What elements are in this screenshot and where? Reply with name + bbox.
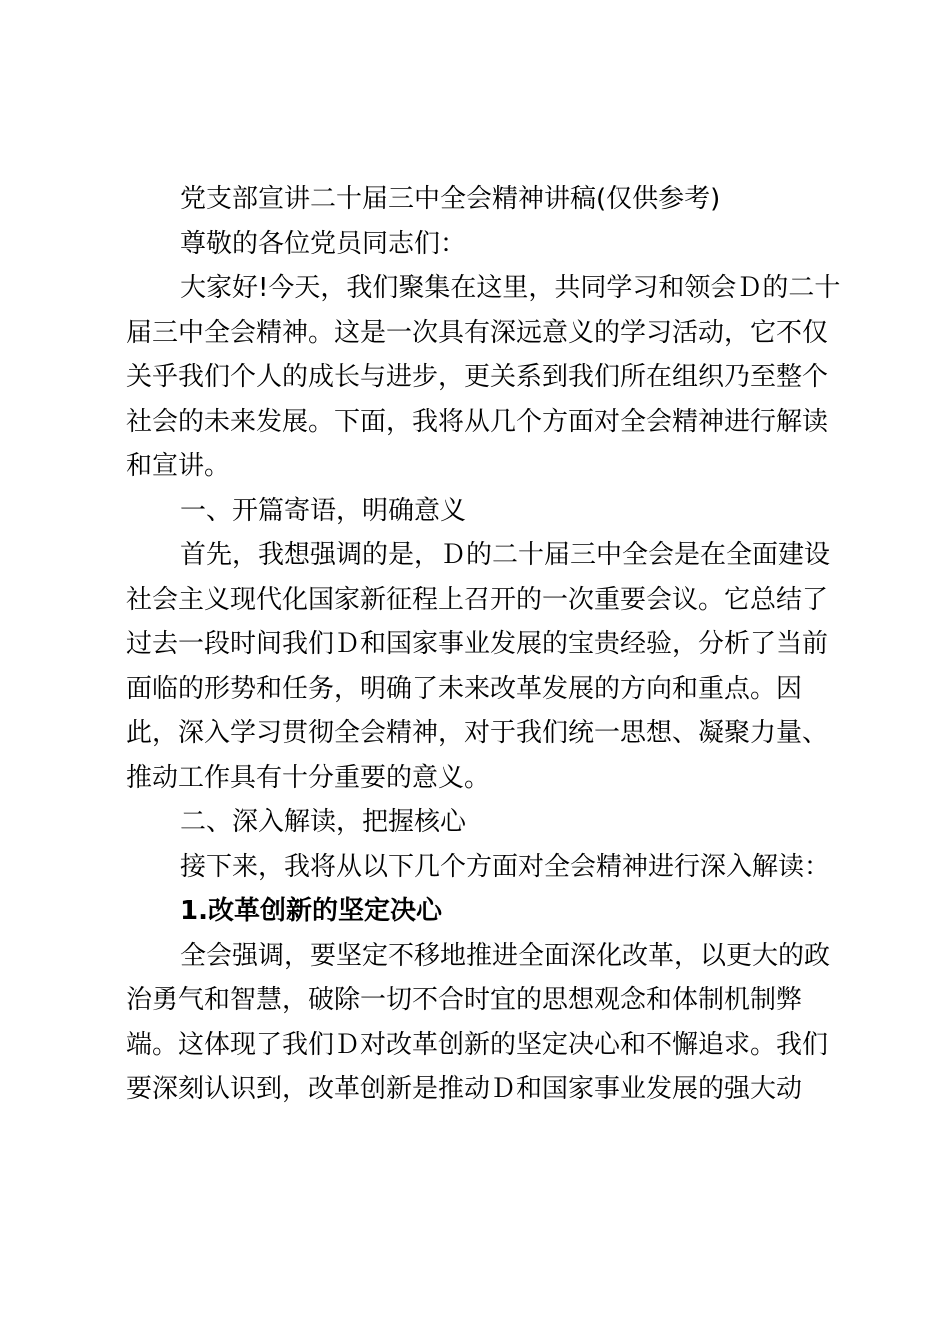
paragraph-line: 此，深入学习贯彻全会精神，对于我们统一思想、凝聚力量、 <box>126 718 829 748</box>
paragraph-line: 过去一段时间我们Ｄ和国家事业发展的宝贵经验，分析了当前 <box>126 629 829 659</box>
paragraph-opening <box>126 266 841 489</box>
paragraph-line: 首先，我想强调的是，Ｄ的二十届三中全会是在全面建设 <box>180 540 831 570</box>
paragraph-reform <box>126 934 831 1112</box>
paragraph-line: 全会强调，要坚定不移地推进全面深化改革，以更大的政 <box>180 940 831 971</box>
document-title: 党支部宣讲二十届三中全会精神讲稿(仅供参考) <box>180 184 721 214</box>
paragraph-line: 面临的形势和任务，明确了未来改革发展的方向和重点。因 <box>126 673 803 704</box>
paragraph-line: 和宣讲。 <box>126 451 231 481</box>
paragraph-line: 社会主义现代化国家新征程上召开的一次重要会议。它总结了 <box>126 584 829 615</box>
paragraph-line: 关乎我们个人的成长与进步，更关系到我们所在组织乃至整个 <box>126 362 829 392</box>
paragraph-line: 要深刻认识到，改革创新是推动Ｄ和国家事业发展的强大动 <box>126 1074 803 1104</box>
document-body <box>126 177 841 1112</box>
paragraph-line: 推动工作具有十分重要的意义。 <box>126 762 491 793</box>
salutation: 尊敬的各位党员同志们： <box>180 228 467 259</box>
paragraph-significance <box>126 533 831 800</box>
subheading-reform: 1.改革创新的坚定决心 <box>180 896 442 926</box>
paragraph-line: 治勇气和智慧，破除一切不合时宜的思想观念和体制机制弊 <box>126 985 803 1015</box>
paragraph-line: 社会的未来发展。下面，我将从几个方面对全会精神进行解读 <box>126 406 829 437</box>
paragraph-intro: 接下来，我将从以下几个方面对全会精神进行深入解读： <box>180 851 831 882</box>
paragraph-line: 大家好!今天，我们聚集在这里，共同学习和领会Ｄ的二十 <box>180 273 841 303</box>
section-heading-2: 二、深入解读，把握核心 <box>180 807 467 837</box>
section-heading-1: 一、开篇寄语，明确意义 <box>180 495 467 526</box>
paragraph-line: 届三中全会精神。这是一次具有深远意义的学习活动，它不仅 <box>126 317 829 348</box>
paragraph-line: 端。这体现了我们Ｄ对改革创新的坚定决心和不懈追求。我们 <box>126 1029 829 1060</box>
